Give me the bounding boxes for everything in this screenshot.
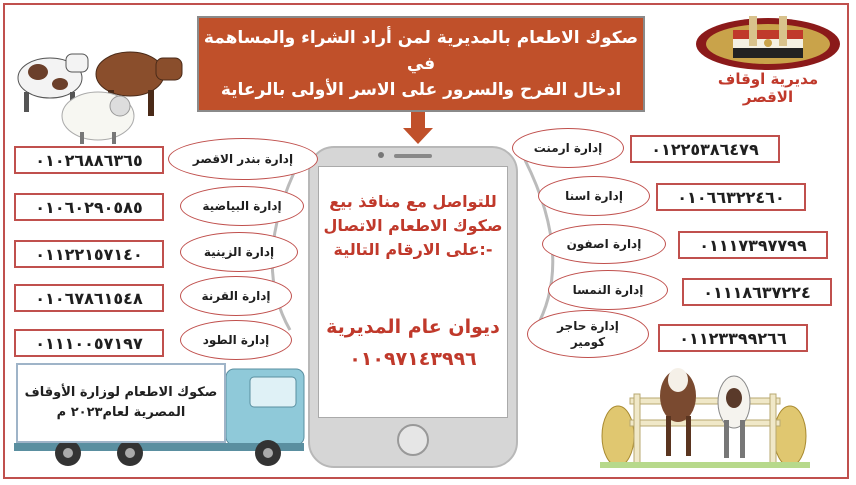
right-phone-1: ٠١٢٢٥٣٨٦٤٧٩ [630, 135, 780, 163]
left-office-3: إدارة الزينية [180, 232, 298, 272]
headline-line-2: ادخال الفرح والسرور على الاسر الأولى بالرعاية [220, 80, 622, 100]
logo-caption: مديرية اوقاف الاقصر [717, 70, 819, 106]
left-phone-3: ٠١١٢٢١٥٧١٤٠ [14, 240, 164, 268]
down-arrow-head-icon [403, 128, 433, 144]
cows-illustration [8, 40, 198, 145]
contact-instructions [318, 190, 508, 262]
right-office-2: إدارة اسنا [538, 176, 650, 216]
left-office-5: إدارة الطود [180, 320, 292, 360]
right-office-5: إدارة حاجر كومير [527, 310, 649, 358]
right-phone-5: ٠١١٢٣٣٩٩٢٦٦ [658, 324, 808, 352]
office-phone: ٠١٠٩٧١٤٣٩٩٦ [349, 348, 477, 370]
left-phone-4: ٠١٠٦٧٨٦١٥٤٨ [14, 284, 164, 312]
phone-speaker-icon [394, 154, 432, 158]
right-office-4: إدارة النمسا [548, 270, 668, 310]
left-phone-2: ٠١٠٦٠٢٩٠٥٨٥ [14, 193, 164, 221]
right-phone-3: ٠١١١٧٣٩٧٧٩٩ [678, 231, 828, 259]
instruction-line-3: على الارقام التالية:- [333, 240, 493, 259]
left-office-2: إدارة البياضية [180, 186, 304, 226]
truck-label [16, 363, 226, 443]
left-office-1: إدارة بندر الاقصر [168, 138, 318, 180]
farm-fence-illustration [600, 366, 810, 470]
left-phone-1: ٠١٠٢٦٨٨٦٣٦٥ [14, 146, 164, 174]
ministry-logo [693, 10, 843, 72]
right-phone-4: ٠١١١٨٦٣٧٢٢٤ [682, 278, 832, 306]
left-office-4: إدارة القرنة [180, 276, 292, 316]
headline-line-1: صكوك الاطعام بالمديرية لمن أراد الشراء والمساهمة في [203, 28, 639, 74]
phone-camera-icon [378, 152, 384, 158]
office-label: ديوان عام المديرية [326, 316, 500, 338]
truck-label-line-2: المصرية لعام٢٠٢٣ م [56, 405, 186, 420]
headline-banner [197, 16, 645, 112]
truck-label-line-1: صكوك الاطعام لوزارة الأوقاف [24, 385, 218, 400]
right-phone-2: ٠١٠٦٦٣٢٢٤٦٠ [656, 183, 806, 211]
instruction-line-1: للتواصل مع منافذ بيع [329, 192, 497, 211]
right-office-3: إدارة اصفون [542, 224, 666, 264]
right-office-1: إدارة ارمنت [512, 128, 624, 168]
instruction-line-2: صكوك الاطعام الاتصال [323, 216, 503, 235]
phone-home-button-icon [397, 424, 429, 456]
left-phone-5: ٠١١١٠٠٥٧١٩٧ [14, 329, 164, 357]
